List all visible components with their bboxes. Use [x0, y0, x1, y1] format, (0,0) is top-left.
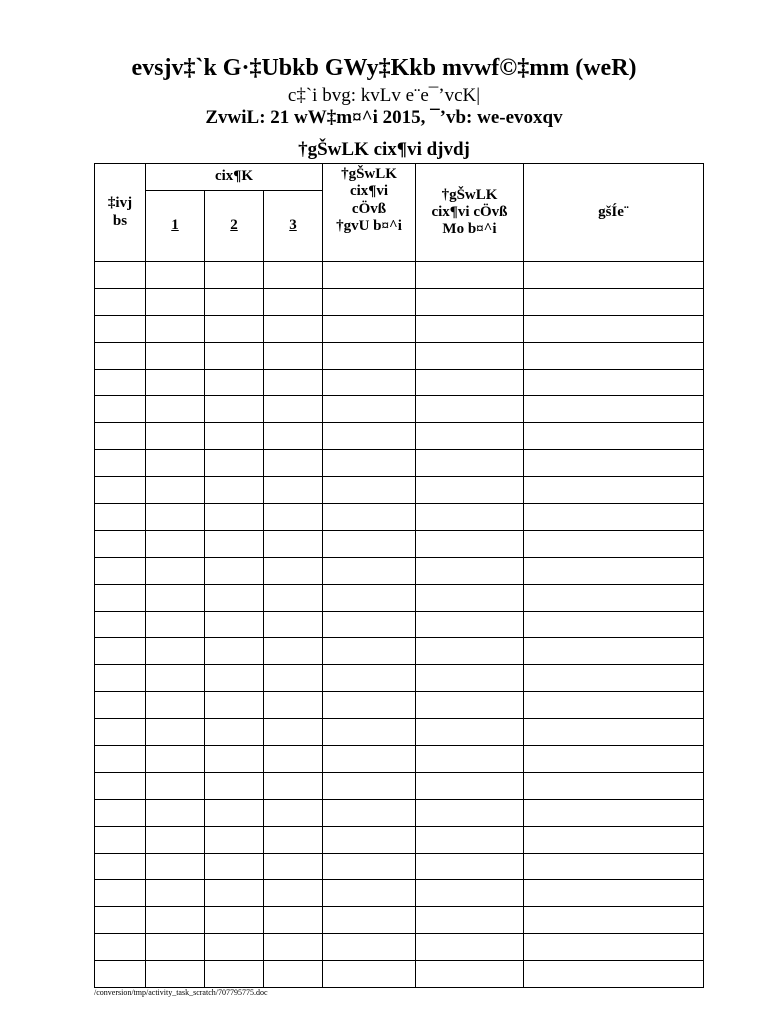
- table-cell: [95, 665, 146, 692]
- table-cell: [416, 262, 524, 289]
- table-cell: [416, 288, 524, 315]
- table-row: [95, 907, 704, 934]
- table-cell: [416, 477, 524, 504]
- table-cell: [264, 934, 323, 961]
- table-cell: [146, 369, 205, 396]
- table-row: [95, 853, 704, 880]
- table-cell: [416, 530, 524, 557]
- table-cell: [205, 692, 264, 719]
- table-cell: [264, 853, 323, 880]
- table-row: [95, 396, 704, 423]
- table-cell: [416, 450, 524, 477]
- table-cell: [323, 638, 416, 665]
- table-cell: [205, 826, 264, 853]
- table-cell: [95, 961, 146, 988]
- table-cell: [146, 396, 205, 423]
- table-cell: [95, 692, 146, 719]
- table-cell: [264, 477, 323, 504]
- table-cell: [205, 665, 264, 692]
- table-cell: [524, 907, 704, 934]
- table-cell: [416, 826, 524, 853]
- table-cell: [264, 611, 323, 638]
- table-cell: [323, 719, 416, 746]
- table-cell: [524, 961, 704, 988]
- table-cell: [323, 692, 416, 719]
- table-cell: [524, 342, 704, 369]
- table-row: [95, 342, 704, 369]
- table-cell: [416, 584, 524, 611]
- table-cell: [323, 961, 416, 988]
- table-cell: [323, 880, 416, 907]
- table-cell: [416, 934, 524, 961]
- table-cell: [95, 907, 146, 934]
- table-cell: [524, 369, 704, 396]
- table-cell: [416, 853, 524, 880]
- table-cell: [323, 315, 416, 342]
- table-cell: [146, 880, 205, 907]
- table-cell: [416, 746, 524, 773]
- table-cell: [264, 530, 323, 557]
- table-cell: [524, 692, 704, 719]
- table-cell: [264, 907, 323, 934]
- table-row: [95, 288, 704, 315]
- table-cell: [205, 315, 264, 342]
- table-cell: [95, 934, 146, 961]
- table-row: [95, 450, 704, 477]
- table-cell: [323, 853, 416, 880]
- table-cell: [95, 719, 146, 746]
- table-cell: [524, 638, 704, 665]
- post-name-line: c‡`i bvg: kvLv e¨e¯’vcK|: [287, 85, 481, 106]
- table-cell: [146, 584, 205, 611]
- table-cell: [146, 288, 205, 315]
- table-cell: [205, 907, 264, 934]
- table-row: [95, 315, 704, 342]
- table-cell: [95, 423, 146, 450]
- document-title: evsjv‡`k G·‡Ubkb GWy‡Kkb mvwf©‡mm (weR): [131, 55, 637, 81]
- date-place-line: ZvwiL: 21 wW‡m¤^i 2015, ¯’vb: we-evoxqv: [205, 107, 563, 128]
- table-cell: [524, 853, 704, 880]
- table-row: [95, 799, 704, 826]
- table-cell: [524, 477, 704, 504]
- table-cell: [95, 530, 146, 557]
- table-cell: [146, 799, 205, 826]
- table-cell: [205, 450, 264, 477]
- table-cell: [524, 880, 704, 907]
- table-cell: [524, 315, 704, 342]
- table-cell: [323, 746, 416, 773]
- table-cell: [264, 504, 323, 531]
- table-cell: [205, 584, 264, 611]
- table-cell: [323, 907, 416, 934]
- table-row: [95, 961, 704, 988]
- table-cell: [323, 342, 416, 369]
- table-cell: [264, 961, 323, 988]
- table-cell: [416, 665, 524, 692]
- table-cell: [323, 369, 416, 396]
- table-cell: [323, 530, 416, 557]
- table-cell: [205, 557, 264, 584]
- table-cell: [205, 772, 264, 799]
- table-cell: [323, 611, 416, 638]
- table-cell: [524, 288, 704, 315]
- table-cell: [95, 288, 146, 315]
- examiner-header: cix¶K: [146, 164, 323, 191]
- table-cell: [524, 826, 704, 853]
- table-row: [95, 584, 704, 611]
- table-row: [95, 611, 704, 638]
- table-cell: [416, 907, 524, 934]
- table-cell: [524, 557, 704, 584]
- table-cell: [95, 450, 146, 477]
- table-cell: [205, 611, 264, 638]
- table-cell: [146, 530, 205, 557]
- table-cell: [264, 288, 323, 315]
- table-cell: [146, 719, 205, 746]
- table-cell: [146, 450, 205, 477]
- table-cell: [524, 584, 704, 611]
- table-cell: [205, 369, 264, 396]
- table-cell: [146, 692, 205, 719]
- table-cell: [416, 772, 524, 799]
- table-cell: [323, 504, 416, 531]
- table-cell: [205, 746, 264, 773]
- results-table: [94, 163, 704, 988]
- table-cell: [264, 342, 323, 369]
- table-cell: [95, 315, 146, 342]
- table-row: [95, 423, 704, 450]
- table-cell: [524, 423, 704, 450]
- table-cell: [205, 934, 264, 961]
- table-cell: [524, 530, 704, 557]
- table-cell: [95, 584, 146, 611]
- table-cell: [146, 423, 205, 450]
- table-cell: [95, 369, 146, 396]
- table-cell: [95, 342, 146, 369]
- table-cell: [416, 423, 524, 450]
- table-row: [95, 504, 704, 531]
- table-cell: [323, 934, 416, 961]
- total-marks-header: †gŠwLK cix¶vi cÖvß †gvU b¤^i: [323, 164, 416, 262]
- table-cell: [524, 450, 704, 477]
- roll-number-header: ‡ivj bs: [95, 164, 146, 262]
- table-cell: [264, 880, 323, 907]
- table-cell: [264, 262, 323, 289]
- table-cell: [205, 961, 264, 988]
- table-cell: [95, 853, 146, 880]
- table-cell: [264, 423, 323, 450]
- table-cell: [416, 369, 524, 396]
- table-cell: [146, 826, 205, 853]
- table-cell: [205, 396, 264, 423]
- table-cell: [146, 638, 205, 665]
- table-cell: [205, 638, 264, 665]
- table-row: [95, 746, 704, 773]
- remarks-header: gšÍe¨: [524, 164, 704, 262]
- table-cell: [205, 504, 264, 531]
- table-cell: [95, 826, 146, 853]
- table-cell: [323, 665, 416, 692]
- table-cell: [95, 611, 146, 638]
- table-cell: [264, 799, 323, 826]
- table-cell: [416, 611, 524, 638]
- examiner-3-header: 3: [264, 191, 323, 262]
- table-cell: [416, 315, 524, 342]
- table-cell: [95, 880, 146, 907]
- table-cell: [323, 423, 416, 450]
- table-cell: [264, 746, 323, 773]
- table-cell: [524, 746, 704, 773]
- table-row: [95, 719, 704, 746]
- table-row: [95, 692, 704, 719]
- table-cell: [146, 907, 205, 934]
- table-cell: [146, 611, 205, 638]
- table-cell: [416, 504, 524, 531]
- table-cell: [323, 557, 416, 584]
- table-cell: [416, 342, 524, 369]
- table-cell: [205, 719, 264, 746]
- table-cell: [95, 746, 146, 773]
- table-cell: [416, 880, 524, 907]
- table-cell: [264, 772, 323, 799]
- table-row: [95, 934, 704, 961]
- table-cell: [264, 584, 323, 611]
- file-path-footer: /conversion/tmp/activity_task_scratch/707795775.doc: [94, 988, 268, 997]
- table-cell: [524, 719, 704, 746]
- table-row: [95, 826, 704, 853]
- table-cell: [264, 638, 323, 665]
- table-cell: [264, 826, 323, 853]
- table-cell: [146, 262, 205, 289]
- table-cell: [146, 557, 205, 584]
- table-cell: [524, 262, 704, 289]
- table-row: [95, 772, 704, 799]
- table-cell: [146, 746, 205, 773]
- table-cell: [524, 934, 704, 961]
- table-cell: [264, 315, 323, 342]
- table-cell: [323, 772, 416, 799]
- table-cell: [95, 396, 146, 423]
- table-cell: [323, 262, 416, 289]
- table-cell: [524, 504, 704, 531]
- table-row: [95, 665, 704, 692]
- table-cell: [524, 799, 704, 826]
- table-cell: [323, 288, 416, 315]
- table-cell: [95, 477, 146, 504]
- table-cell: [264, 719, 323, 746]
- table-cell: [323, 799, 416, 826]
- table-cell: [95, 504, 146, 531]
- table-cell: [205, 423, 264, 450]
- table-cell: [146, 342, 205, 369]
- table-cell: [146, 961, 205, 988]
- table-cell: [205, 799, 264, 826]
- table-cell: [323, 477, 416, 504]
- table-row: [95, 477, 704, 504]
- table-cell: [264, 665, 323, 692]
- table-cell: [205, 530, 264, 557]
- table-cell: [264, 450, 323, 477]
- table-cell: [205, 853, 264, 880]
- table-cell: [95, 557, 146, 584]
- table-row: [95, 262, 704, 289]
- table-cell: [264, 692, 323, 719]
- table-cell: [524, 665, 704, 692]
- table-row: [95, 369, 704, 396]
- table-cell: [264, 557, 323, 584]
- table-cell: [416, 638, 524, 665]
- table-cell: [146, 315, 205, 342]
- table-cell: [264, 369, 323, 396]
- table-cell: [416, 961, 524, 988]
- table-cell: [416, 719, 524, 746]
- table-cell: [146, 772, 205, 799]
- table-cell: [146, 504, 205, 531]
- table-cell: [524, 396, 704, 423]
- table-row: [95, 880, 704, 907]
- table-cell: [416, 557, 524, 584]
- table-cell: [524, 611, 704, 638]
- table-cell: [146, 934, 205, 961]
- table-cell: [95, 772, 146, 799]
- table-cell: [416, 692, 524, 719]
- table-cell: [323, 584, 416, 611]
- table-cell: [95, 262, 146, 289]
- table-cell: [95, 799, 146, 826]
- table-cell: [146, 665, 205, 692]
- table-cell: [416, 396, 524, 423]
- table-cell: [416, 799, 524, 826]
- table-cell: [146, 477, 205, 504]
- table-cell: [323, 450, 416, 477]
- table-row: [95, 638, 704, 665]
- table-cell: [205, 262, 264, 289]
- table-cell: [205, 477, 264, 504]
- average-marks-header: †gŠwLK cix¶vi cÖvß Mo b¤^i: [416, 164, 524, 262]
- table-cell: [524, 772, 704, 799]
- table-cell: [146, 853, 205, 880]
- table-cell: [264, 396, 323, 423]
- table-cell: [323, 826, 416, 853]
- table-row: [95, 557, 704, 584]
- table-cell: [205, 880, 264, 907]
- table-row: [95, 530, 704, 557]
- examiner-2-header: 2: [205, 191, 264, 262]
- examiner-1-header: 1: [146, 191, 205, 262]
- table-cell: [323, 396, 416, 423]
- table-cell: [205, 288, 264, 315]
- table-cell: [95, 638, 146, 665]
- section-heading: †gŠwLK cix¶vi djvdj: [298, 139, 470, 160]
- table-cell: [205, 342, 264, 369]
